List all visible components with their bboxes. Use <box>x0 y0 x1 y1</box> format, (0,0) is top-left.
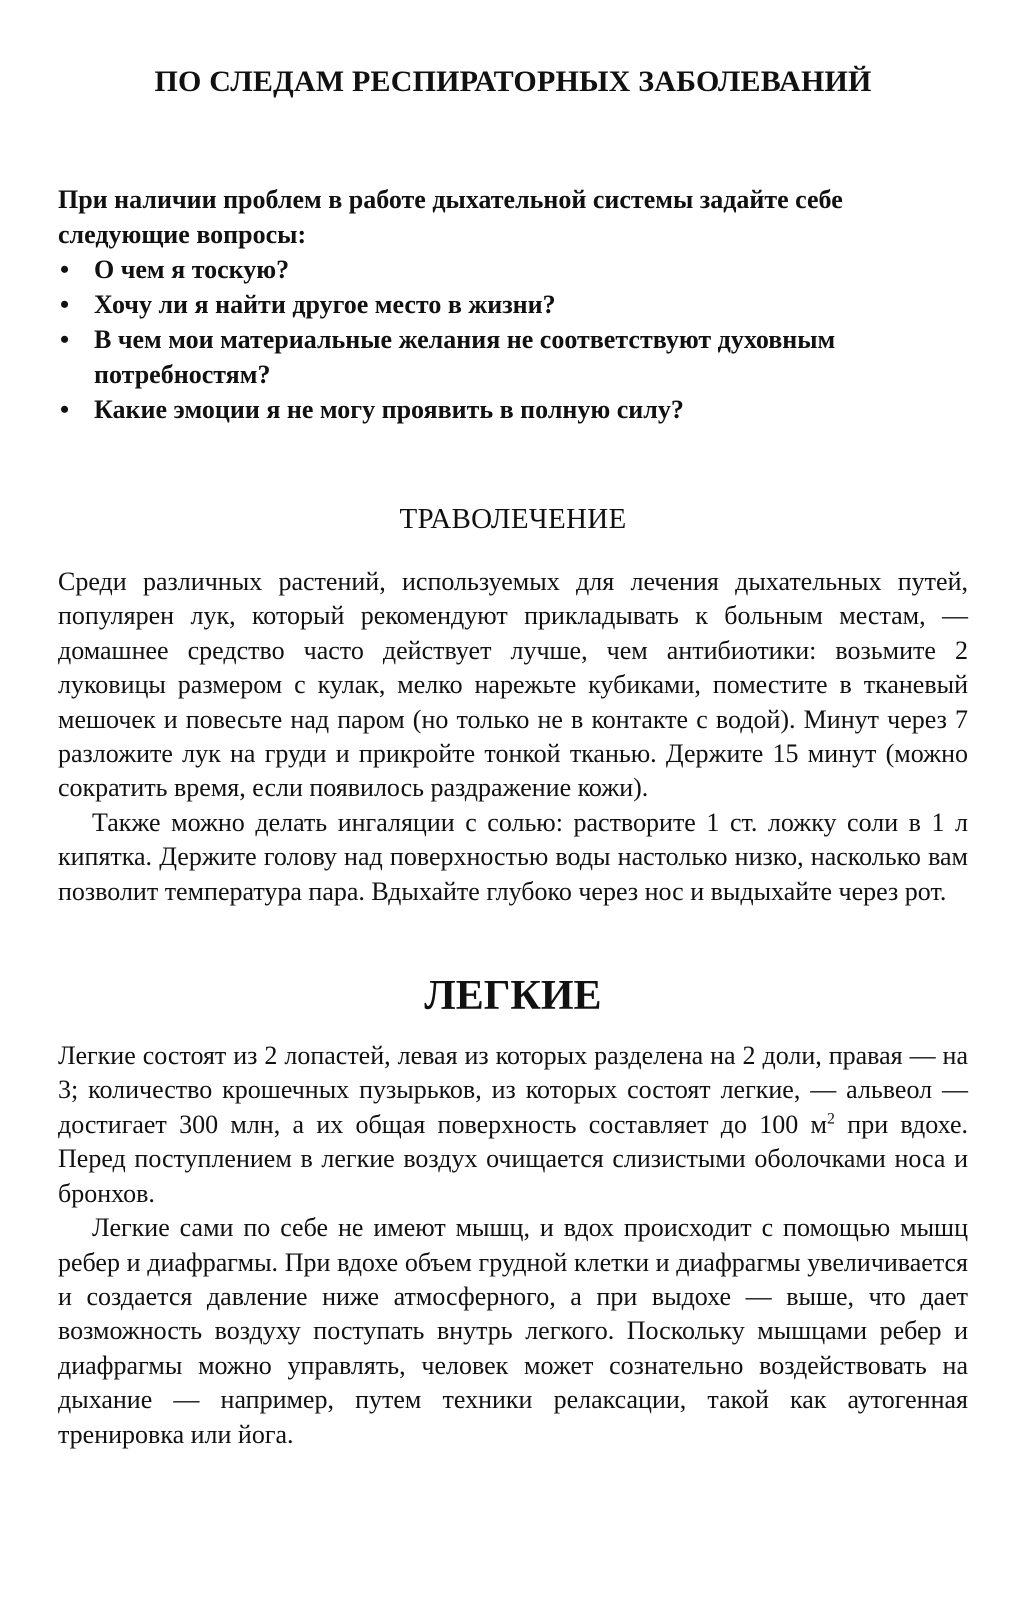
question-item: • Какие эмоции я не могу проявить в полную силу? <box>58 392 968 427</box>
lungs-paragraph-2: Легкие сами по себе не имеют мышц, и вдох происходит с помощью мышц ребер и диафрагмы. При вдохе объем грудной клетки и диафрагмы увеличивается и создается давление ниже атмосферного, а при выдохе — выше, что дает возможность воздуху поступать внутрь легкого. Поскольку мышцами ребер и диафрагмы можно управлять, человек может сознательно воздействовать на дыхание — например, путем техники релаксации, такой как аутогенная тренировка или йога. <box>58 1213 968 1449</box>
document-page <box>58 62 968 1452</box>
section-heading: ПО СЛЕДАМ РЕСПИРАТОРНЫХ ЗАБОЛЕВАНИЙ <box>154 65 872 98</box>
herbal-heading: ТРАВОЛЕЧЕНИЕ <box>399 503 627 535</box>
self-questions-block <box>58 182 968 427</box>
lungs-paragraph-1 <box>58 1039 968 1211</box>
question-item: • В чем мои материальные желания не соответствуют духовным потребностям? <box>58 322 968 392</box>
lungs-section <box>58 1039 968 1452</box>
square-meter-superscript: 2 <box>827 1110 835 1128</box>
questions-intro: При наличии проблем в работе дыхательной системы задайте себе следующие вопросы: <box>58 185 843 249</box>
lungs-paragraph-1-text-end: при вдохе. Перед поступлением в легкие воздух очищается слизистыми оболочками носа и бронхов. <box>58 1109 969 1208</box>
questions-list <box>58 252 968 427</box>
herbal-section <box>58 565 968 909</box>
herbal-paragraph-2: Также можно делать ингаляции с солью: растворите 1 ст. ложку соли в 1 л кипятка. Держите голову над поверхностью воды настолько низко, насколько вам позволит температура пара. Вдыхайте глубоко через нос и выдыхайте через рот. <box>58 807 968 906</box>
question-item: • О чем я тоскую? <box>58 252 968 287</box>
herbal-paragraph-1: Среди различных растений, используемых для лечения дыхательных путей, популярен лук, который рекомендуют прикладывать к больным местам, — домашнее средство часто действует лучше, чем антибиотики: возьмите 2 луковицы размером с кулак, мелко нарежьте кубиками, поместите в тканевый мешочек и повесьте над паром (но только не в контакте с водой). Минут через 7 разложите лук на груди и прикройте тонкой тканью. Держите 15 минут (можно сократить время, если появилось раздражение кожи). <box>58 567 968 803</box>
chapter-title: ЛЕГКИЕ <box>424 973 602 1020</box>
lungs-paragraph-1-text: Легкие состоят из 2 лопастей, левая из которых разделена на 2 доли, правая — на 3; количество крошечных пузырьков, из которых состоят легкие, — альвеол — достигает 300 млн, а их общая поверхность составляет до 100 м <box>58 1041 968 1139</box>
question-item: • Хочу ли я найти другое место в жизни? <box>58 287 968 322</box>
